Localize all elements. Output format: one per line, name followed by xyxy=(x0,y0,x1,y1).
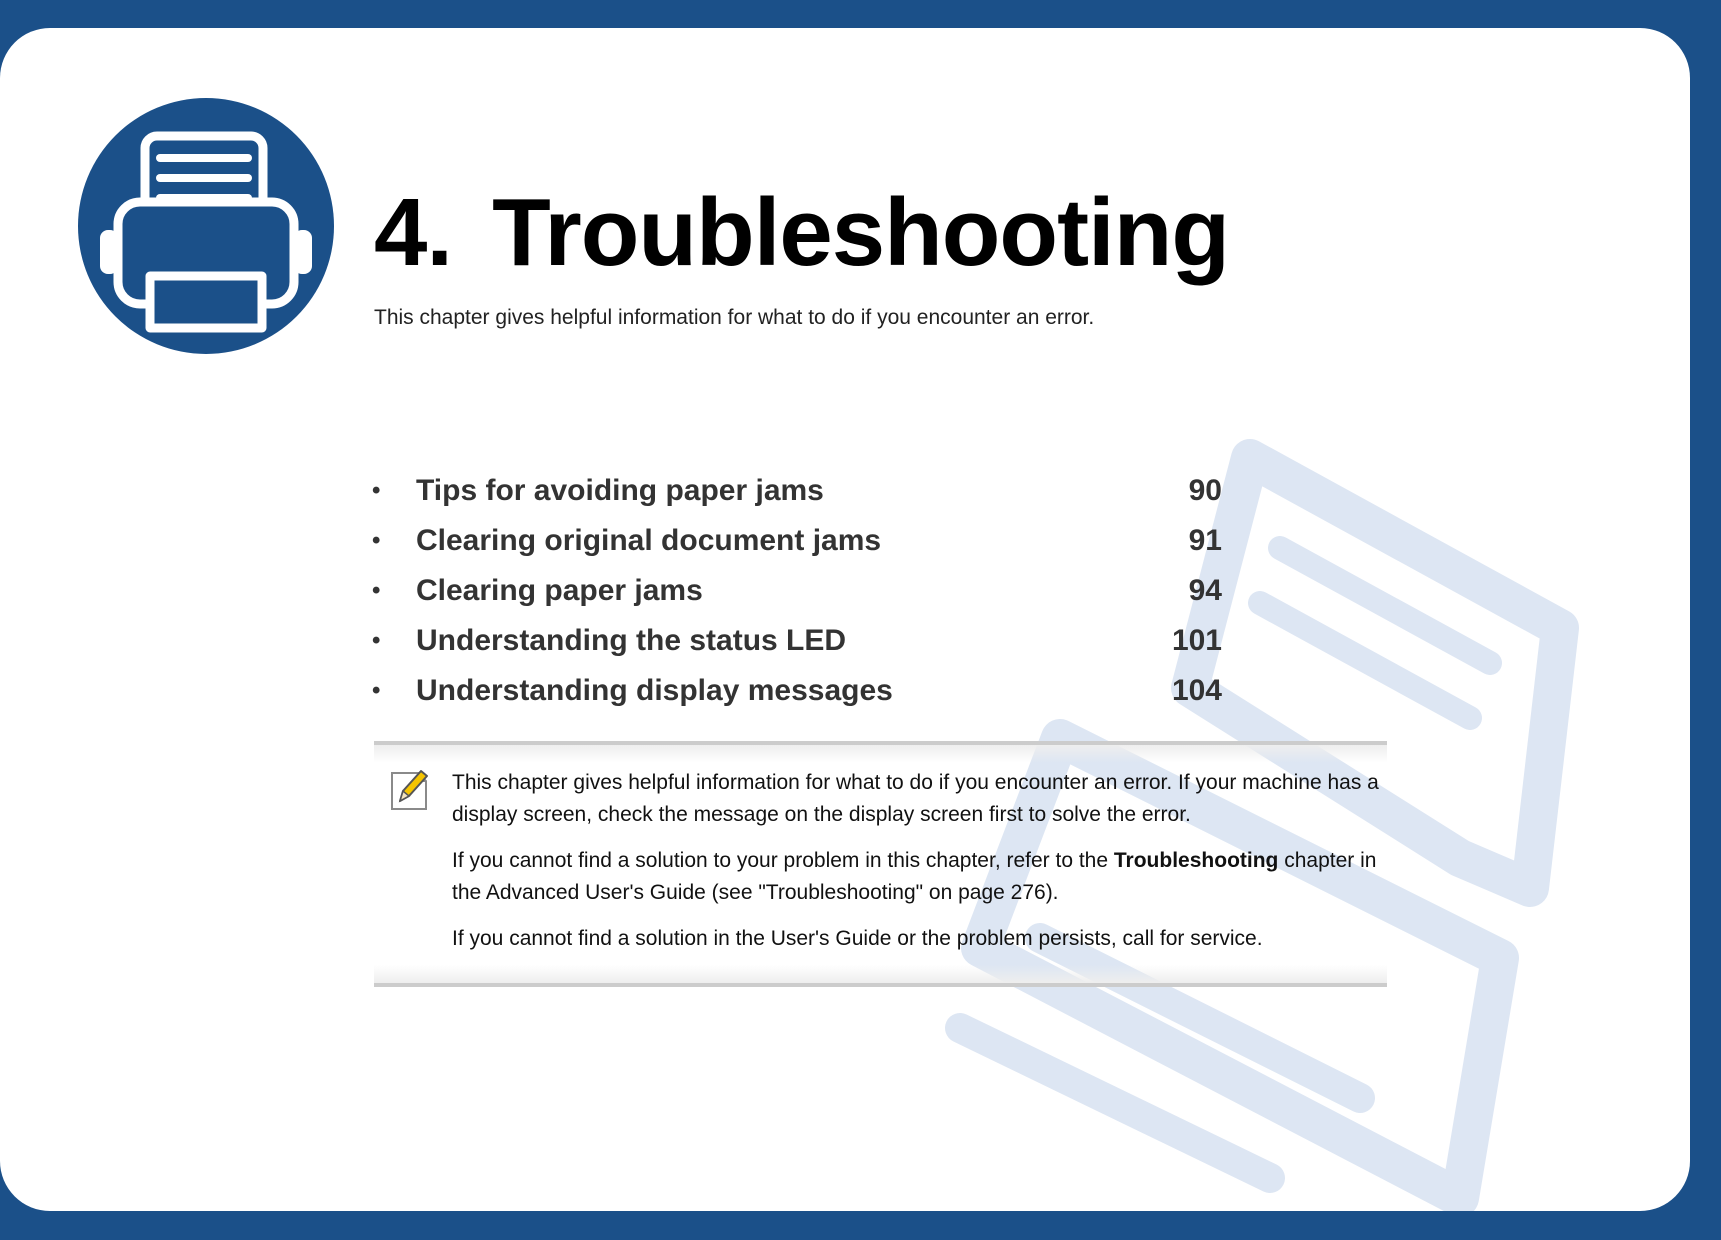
note-paragraph-1: This chapter gives helpful information for what to do if you encounter an error. If your machine has a display screen, check the message on the display screen first to solve the error. xyxy=(452,771,1379,826)
note-paragraph-2 xyxy=(452,845,1382,909)
toc-item-display-messages[interactable] xyxy=(372,666,1222,716)
toc-item-label[interactable]: Clearing paper jams xyxy=(416,574,703,607)
toc-item-status-led[interactable] xyxy=(372,616,1222,666)
bullet: • xyxy=(372,677,381,704)
table-of-contents xyxy=(372,466,1222,716)
toc-item-tips-paper-jams[interactable] xyxy=(372,466,1222,516)
note-paragraph-2-end: chapter in the Advanced User's Guide (see "Troubleshooting" on page 276). xyxy=(452,849,1377,904)
toc-item-page[interactable]: 104 xyxy=(1171,674,1222,707)
toc-item-clearing-paper-jams[interactable] xyxy=(372,566,1222,616)
troubleshooting-reference: Troubleshooting xyxy=(1113,849,1279,872)
toc-item-original-document-jams[interactable] xyxy=(372,516,1222,566)
bullet: • xyxy=(372,627,381,654)
toc-item-page[interactable]: 91 xyxy=(1188,524,1222,557)
toc-item-label[interactable]: Understanding the status LED xyxy=(416,624,847,657)
toc-item-label[interactable]: Clearing original document jams xyxy=(416,524,882,557)
chapter-number: 4. xyxy=(374,179,453,286)
bullet: • xyxy=(372,577,381,604)
printer-icon xyxy=(78,98,334,354)
toc-item-page[interactable]: 90 xyxy=(1188,474,1222,507)
note-pencil-icon xyxy=(388,767,432,813)
toc-item-label[interactable]: Tips for avoiding paper jams xyxy=(416,474,824,507)
chapter-subtitle: This chapter gives helpful information for what to do if you encounter an error. xyxy=(374,306,1095,329)
bullet: • xyxy=(372,477,381,504)
toc-item-page[interactable]: 101 xyxy=(1171,624,1222,657)
toc-item-label[interactable]: Understanding display messages xyxy=(416,674,893,707)
toc-item-page[interactable]: 94 xyxy=(1188,574,1222,607)
note-paragraph-3: If you cannot find a solution in the User's Guide or the problem persists, call for service. xyxy=(452,927,1263,950)
chapter-title-text: Troubleshooting xyxy=(492,179,1229,286)
note-paragraph-2-start: If you cannot find a solution to your problem in this chapter, refer to the xyxy=(452,849,1114,872)
page xyxy=(0,28,1690,1211)
bullet: • xyxy=(372,527,381,554)
note-box xyxy=(374,741,1387,987)
note-body xyxy=(452,767,1382,969)
chapter-title xyxy=(374,178,1229,288)
